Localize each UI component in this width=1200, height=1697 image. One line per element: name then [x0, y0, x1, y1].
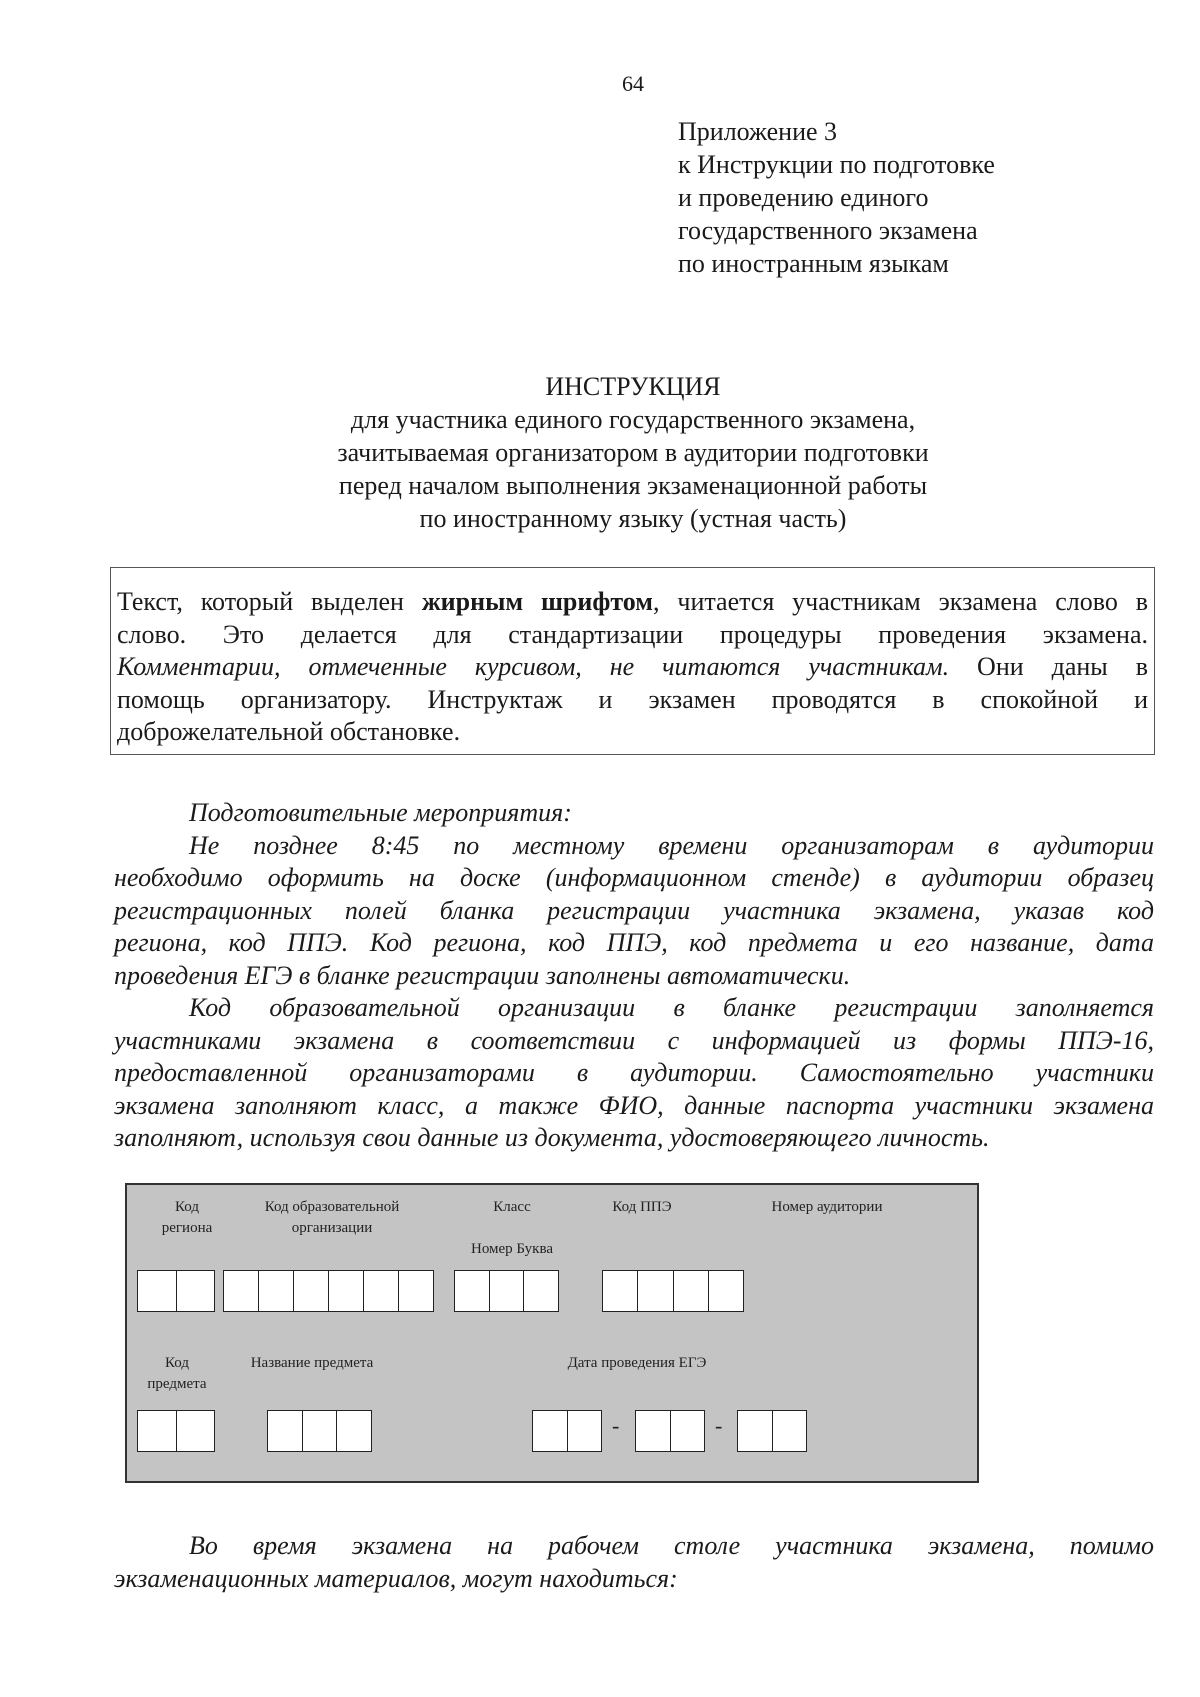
form-cell: [524, 1271, 558, 1311]
paragraph-line: региона, код ППЭ. Код региона, код ППЭ, код предмета и его название, дата: [114, 928, 1154, 957]
paragraph-line: проведения ЕГЭ в бланке регистрации заполнены автоматически.: [114, 960, 851, 990]
form-cell: [636, 1411, 671, 1451]
org-code-cells: [223, 1270, 434, 1312]
form-cell: [138, 1271, 177, 1311]
paragraph-line: заполняют, используя свои данные из документа, удостоверяющего личность.: [114, 1123, 990, 1152]
date-month-cells: [635, 1410, 705, 1452]
class-label: Класс: [493, 1199, 531, 1215]
preparation-section: [114, 797, 1154, 1155]
document-title-block: [0, 370, 1200, 535]
subtitle-line: перед началом выполнения экзаменационной работы: [338, 471, 928, 500]
date-year-cells: [737, 1410, 807, 1452]
during-exam-section: [114, 1530, 1154, 1595]
form-cell: [490, 1271, 525, 1311]
form-cell: [177, 1411, 215, 1451]
registration-form-sample: [125, 1183, 979, 1483]
form-cell: [138, 1411, 177, 1451]
region-code-label: Код региона: [161, 1199, 213, 1236]
class-cells: [454, 1270, 559, 1312]
ppe-code-label: Код ППЭ: [612, 1199, 672, 1215]
subject-code-label: Код предмета: [147, 1355, 207, 1392]
paragraph-line: предоставленной организаторами в аудитории. Самостоятельно участники: [114, 1058, 1154, 1087]
form-cell: [709, 1271, 743, 1311]
appendix-line: и проведению единого: [678, 183, 929, 212]
ppe-code-cells: [602, 1270, 744, 1312]
form-cell: [638, 1271, 673, 1311]
form-cell: [224, 1271, 259, 1311]
notice-line: помощь организатору. Инструктаж и экзамен проводятся в спокойной и: [117, 684, 1148, 714]
appendix-line: Приложение 3: [678, 117, 838, 146]
form-cell: [177, 1271, 215, 1311]
subtitle-line: зачитываемая организатором в аудитории подготовки: [337, 438, 929, 467]
subtitle-line: по иностранному языку (устная часть): [419, 504, 847, 533]
org-code-label: Код образовательной организации: [264, 1199, 400, 1236]
form-cell: [603, 1271, 638, 1311]
paragraph-line: экзаменационных материалов, могут находиться:: [114, 1563, 678, 1593]
form-cell: [399, 1271, 433, 1311]
form-cell: [259, 1271, 294, 1311]
subtitle-line: для участника единого государственного экзамена,: [350, 405, 916, 434]
date-separator: -: [612, 1413, 620, 1438]
paragraph-line: Код образовательной организации в бланке регистрации заполняется: [189, 993, 1154, 1022]
appendix-line: государственного экзамена: [678, 216, 978, 245]
form-cell: [533, 1411, 568, 1451]
region-code-cells: [137, 1270, 215, 1312]
form-cell: [674, 1271, 709, 1311]
notice-line: Комментарии, отмеченные курсивом, не читаются участникам. Они даны в: [117, 652, 1148, 681]
notice-line: Текст, который выделен жирным шрифтом, читается участникам экзамена слово в: [117, 587, 1148, 616]
form-cell: [568, 1411, 602, 1451]
form-cell: [268, 1411, 303, 1451]
italic-text: Комментарии, отмеченные курсивом, не читаются участникам.: [117, 652, 950, 681]
form-cell: [671, 1411, 705, 1451]
paragraph-line: регистрационных полей бланка регистрации участника экзамена, указав код: [114, 895, 1154, 925]
form-cell: [294, 1271, 329, 1311]
paragraph-line: Не позднее 8:45 по местному времени организаторам в аудитории: [189, 830, 1154, 860]
class-sublabel: Номер Буква: [470, 1241, 554, 1257]
date-day-cells: [532, 1410, 602, 1452]
paragraph-line: Во время экзамена на рабочем столе участника экзамена, помимо: [189, 1531, 1154, 1560]
reading-rules-box: [110, 567, 1155, 755]
form-cell: [455, 1271, 490, 1311]
appendix-line: к Инструкции по подготовке: [678, 150, 995, 179]
paragraph-line: необходимо оформить на доске (информационном стенде) в аудитории образец: [114, 863, 1154, 892]
document-title: ИНСТРУКЦИЯ: [545, 372, 721, 401]
page-number: 64: [622, 71, 644, 96]
exam-date-label: Дата проведения ЕГЭ: [567, 1355, 707, 1371]
subject-name-label: Название предмета: [250, 1355, 374, 1371]
form-cell: [303, 1411, 338, 1451]
appendix-line: по иностранным языкам: [678, 249, 949, 278]
paragraph-line: участниками экзамена в соответствии с информацией из формы ППЭ-16,: [114, 1025, 1154, 1055]
notice-line: слово. Это делается для стандартизации процедуры проведения экзамена.: [117, 619, 1148, 649]
subject-name-cells: [267, 1410, 372, 1452]
form-cell: [329, 1271, 364, 1311]
form-cell: [773, 1411, 807, 1451]
form-cell: [364, 1271, 399, 1311]
date-separator: -: [715, 1413, 723, 1438]
bold-text: жирным шрифтом: [421, 587, 653, 616]
form-cell: [738, 1411, 773, 1451]
subject-code-cells: [137, 1410, 215, 1452]
notice-line: доброжелательной обстановке.: [117, 717, 461, 746]
form-cell: [337, 1411, 371, 1451]
section-heading: Подготовительные мероприятия:: [189, 798, 572, 827]
room-number-label: Номер аудитории: [771, 1199, 883, 1215]
appendix-reference: [678, 115, 995, 280]
paragraph-line: экзамена заполняют класс, а также ФИО, данные паспорта участники экзамена: [114, 1090, 1154, 1120]
